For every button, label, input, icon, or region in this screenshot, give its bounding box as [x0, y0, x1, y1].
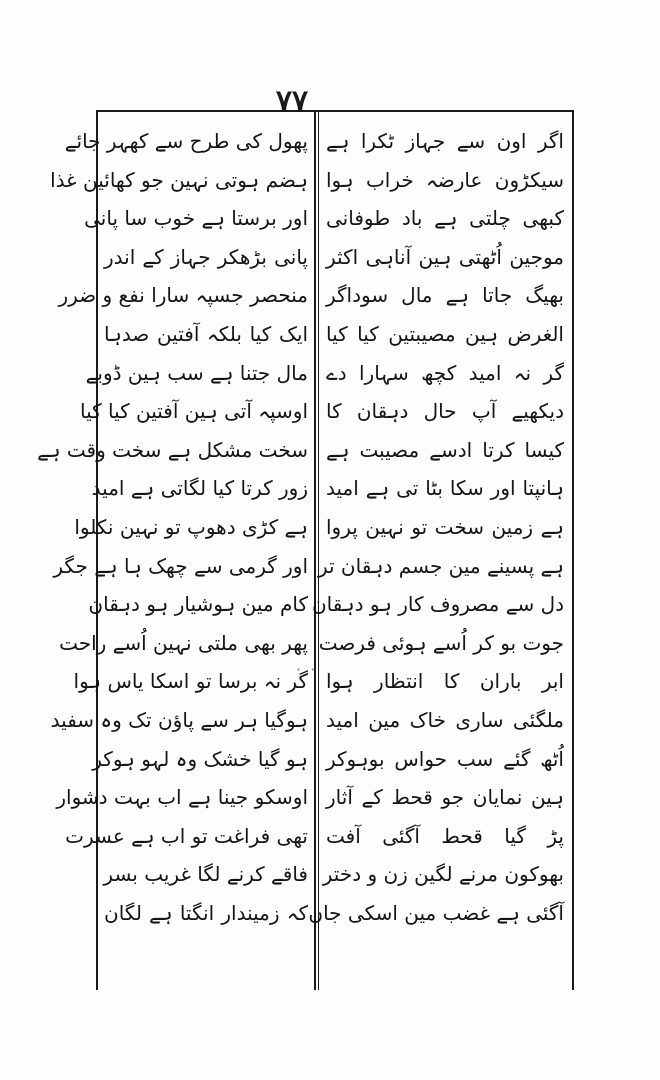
verse-line: تھی فراغت تو اب ہے عسرت — [65, 823, 308, 848]
verse-line: زور کرتا کیا لگاتی ہے امید — [91, 476, 308, 501]
verse-line: بھوکون مرنے لگین زن و دختر — [322, 862, 564, 887]
verse-line: پھر بھی ملتی نہین اُسے راحت — [59, 630, 308, 655]
verse-line: اوسکو جینا ہے اب بہت دشوار — [56, 785, 308, 810]
page-number: ۷۷ — [275, 84, 309, 119]
verse-line: بھیگ جاتا ہے مال سوداگر — [326, 283, 564, 308]
verse-line: گر نہ امید کچھ سہارا دے — [326, 360, 564, 385]
verse-line: الغرض ہین مصیبتین کیا کیا — [326, 321, 564, 346]
verse-line: دل سے مصروف کار ہو دہقان — [311, 592, 564, 617]
verse-line: سخت مشکل ہے سخت وقت ہے — [37, 437, 308, 462]
verse-line: گر نہ برسا تو اسکا یاس ہوا — [73, 669, 308, 694]
verse-line: ہے زمین سخت تو نہین پروا — [326, 514, 564, 539]
verse-line: ہے پسینے مین جسم دہقان تر — [317, 553, 564, 578]
verse-line: کہ زمیندار انگتا ہے لگان — [104, 900, 308, 925]
verse-line: موجین اُٹھتی ہین آناہی اکثر — [326, 244, 564, 269]
verse-line: ایک کیا بلکہ آفتین صدہا — [104, 321, 308, 346]
verse-line: ہو گیا خشک وہ لہو ہوکر — [92, 746, 308, 771]
verse-line: اور برستا ہے خوب سا پانی — [84, 206, 308, 231]
verse-line: ہضم ہوتی نہین جو کھائین غذا — [50, 167, 308, 192]
verse-line: منحصر جسپہ سارا نفع و ضرر — [58, 283, 308, 308]
verse-line: پھول کی طرح سے کھہر جائے — [64, 129, 308, 153]
verse-line: کام مین ہوشیار ہو دہقان — [88, 592, 308, 617]
right-border-rule — [572, 110, 574, 990]
verse-line: مال جتنا ہے سب ہین ڈوبے — [85, 360, 308, 385]
verse-line: اُٹھ گئے سب حواس بوہوکر — [326, 746, 564, 771]
verse-line: ہے کڑی دھوپ تو نہین نکلوا — [74, 514, 308, 539]
scan-speck: · · — [296, 660, 318, 679]
verse-line: سیکڑون عارضہ خراب ہوا — [326, 167, 564, 192]
verse-line: کبھی چلتی ہے باد طوفانی — [326, 206, 564, 231]
verse-line: ہین نمایان جو قحط کے آثار — [326, 785, 564, 810]
verse-line: ملگئی ساری خاک مین امید — [326, 707, 564, 732]
column-divider-rule — [314, 110, 316, 990]
verse-line: ہانپتا اور سکا بٹا تی ہے امید — [326, 476, 564, 501]
verse-line: جوت بو کر اُسے ہوئی فرصت — [318, 630, 564, 655]
verse-line: دیکھیے آپ حال دہقان کا — [326, 399, 564, 424]
verse-line: ابر باران کا انتظار ہوا — [326, 669, 564, 694]
right-column-verses — [308, 122, 564, 982]
left-column-verses — [37, 122, 308, 982]
verse-line: پڑ گیا قحط آگئی آفت — [326, 823, 564, 848]
verse-line: آگئی ہے غضب مین اسکی جان — [308, 900, 564, 925]
verse-line: اوسپہ آتی ہین آفتین کیا کیا — [80, 399, 308, 424]
verse-line: اور گرمی سے چھک ہا ہے جگر — [53, 553, 308, 578]
verse-line: اگر اون سے جہاز ٹکرا ہے — [326, 129, 564, 153]
verse-line: ہوگیا ہر سے پاؤن تک وہ سفید — [50, 707, 308, 732]
header-rule — [96, 110, 574, 112]
verse-line: کیسا کرتا ادسے مصیبت ہے — [326, 437, 564, 462]
verse-line: پانی بڑھکر جہاز کے اندر — [104, 244, 308, 269]
verse-line: فاقے کرنے لگا غریب بسر — [103, 862, 308, 887]
